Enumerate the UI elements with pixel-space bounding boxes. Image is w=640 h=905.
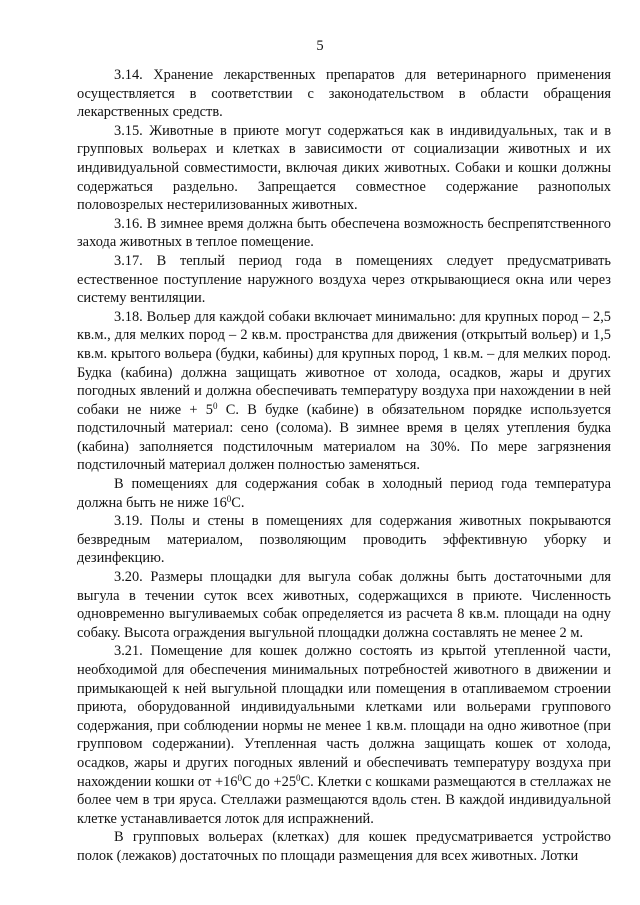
paragraph-dog-temp-part-1: В помещениях для содержания собак в холодный период года температура должна быть не ниже 16 — [77, 476, 611, 511]
degree-superscript: 0 — [213, 400, 218, 411]
paragraph-3-18 — [77, 308, 611, 475]
paragraph-3-21 — [77, 642, 611, 828]
paragraph-3-17: 3.17. В теплый период года в помещениях следует предусматривать естественное поступление наружного воздуха через открывающиеся окна или через систему вентиляции. — [77, 252, 611, 307]
paragraph-3-14: 3.14. Хранение лекарственных препаратов для ветеринарного применения осуществляется в соответствии с законодательством в области обращения лекарственных средств. — [77, 67, 611, 121]
document-body — [77, 66, 611, 866]
paragraph-3-18-part-2: С. В будке (кабине) в обязательном порядке используется подстилочный материал: сено (солома). В зимнее время в целях утепления будка (кабина) заполняется подстилочным материалом на 30%. По мере загрязнения подстилочный материал должен полностью заменяться. — [77, 401, 611, 474]
paragraph-dog-temp-part-2: С. — [231, 494, 245, 511]
paragraph-3-21-part-2: С до +25 — [241, 773, 297, 790]
degree-superscript: 0 — [237, 772, 242, 783]
paragraph-3-15: 3.15. Животные в приюте могут содержаться как в индивидуальных, так и в групповых вольерах и клетках в зависимости от социализации животных и их индивидуальной совместимости, включая диких животных. Собаки и кошки должны содержаться раздельно. Запрещается совместное содержание разнополых половозрелых нестерилизованных животных. — [77, 122, 611, 214]
degree-superscript: 0 — [296, 772, 301, 783]
paragraph-3-18-part-1: 3.18. Вольер для каждой собаки включает минимально: для крупных пород – 2,5 кв.м., для мелких пород – 2 кв.м. пространства для движения (открытый вольер) и 1,5 кв.м. крытого вольера (будки, кабины) для крупных пород, 1 кв.м. – для мелких пород. Будка (кабина) должна защищать животное от холода, осадков, жары и других погодных явлений и должна обеспечивать температуру воздуха при нахождении в ней собаки не ниже + 5 — [77, 308, 611, 418]
paragraph-3-20: 3.20. Размеры площадки для выгула собак должны быть достаточными для выгула в течении суток всех животных, содержащихся в приюте. Численность одновременно выгуливаемых собак определяется из расчета 8 кв.м. площади на одну собаку. Высота ограждения выгульной площадки должна составлять не менее 2 м. — [77, 569, 611, 641]
paragraph-cat-group-enclosures: В групповых вольерах (клетках) для кошек предусматривается устройство полок (лежаков) достаточных по площади размещения для всех животных. Лотки — [77, 829, 611, 864]
paragraph-3-16: 3.16. В зимнее время должна быть обеспечена возможность беспрепятственного захода животных в теплое помещение. — [77, 215, 611, 251]
paragraph-3-21-part-1: 3.21. Помещение для кошек должно состоять из крытой утепленной части, необходимой для обеспечения минимальных потребностей животного в движении и примыкающей к ней выгульной площадки или помещения в отапливаемом строении приюта, оборудованной индивидуальными клетками или вольерами группового содержания, при соблюдении нормы не менее 1 кв.м. площади на одно животное (при групповом содержании). Утепленная часть должна защищать кошек от холода, осадков, жары и других погодных явлений и обеспечивать температуру воздуха при нахождении кошки от +16 — [77, 643, 611, 790]
page-number: 5 — [316, 38, 324, 54]
paragraph-dog-room-temperature — [77, 475, 611, 512]
paragraph-3-21-part-3: С. Клетки с кошками размещаются в стеллажах не более чем в три яруса. Стеллажи размещаются вдоль стен. В каждой индивидуальной клетке устанавливается лоток для испражнений. — [77, 773, 611, 827]
degree-superscript: 0 — [226, 493, 232, 504]
paragraph-3-19: 3.19. Полы и стены в помещениях для содержания животных покрываются безвредным материалом, позволяющим проводить эффективную уборку и дезинфекцию. — [77, 513, 611, 567]
